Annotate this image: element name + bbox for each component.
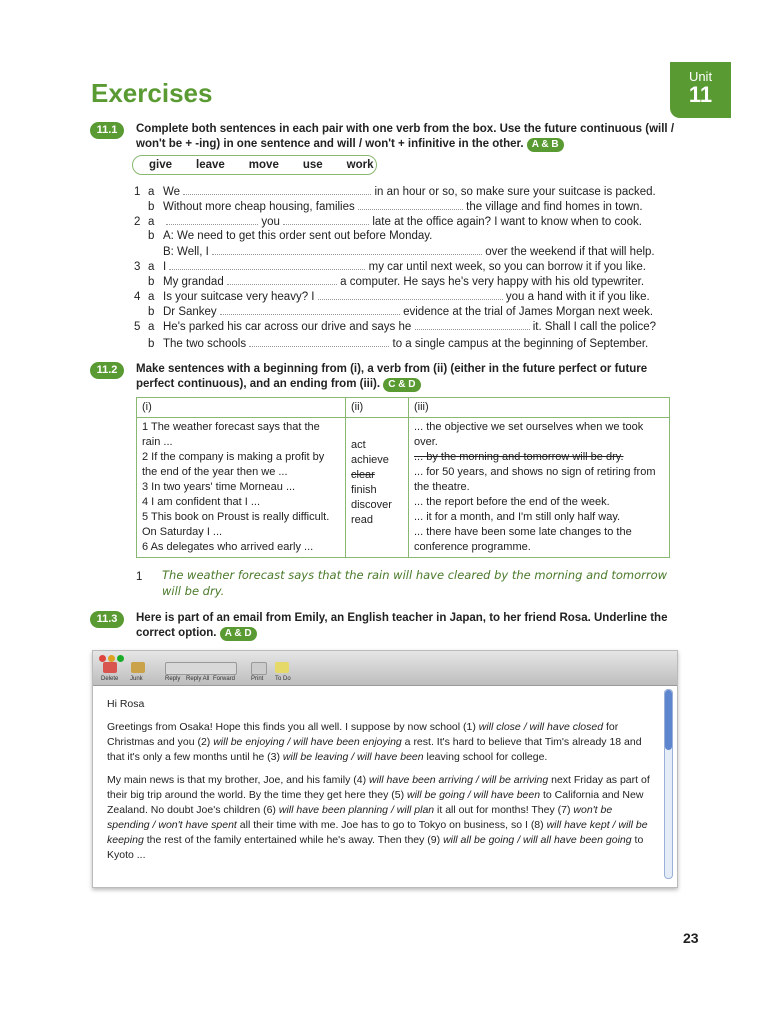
question-item [134, 199, 670, 215]
question-letter: b [148, 306, 155, 318]
question-item [134, 336, 670, 352]
question-text: in an hour or so, so make sure your suitcase is packed. [374, 186, 656, 198]
question-item [134, 274, 670, 290]
table-header-row [137, 398, 670, 418]
question-text: My grandad [163, 276, 224, 288]
answer-blank[interactable] [358, 199, 463, 210]
list-item: 5 This book on Proust is really difficult. On Saturday I ... [142, 511, 330, 538]
option-text[interactable]: won't be spending / won't have spent [107, 804, 613, 831]
question-text: evidence at the trial of James Morgan next week. [403, 306, 654, 318]
answer-blank[interactable] [166, 214, 258, 225]
unit-number: 11 [688, 82, 713, 107]
toolbar-label: Reply [165, 676, 181, 682]
question-number: 4 [134, 291, 141, 303]
question-text: my car until next week, so you can borrow it if you like. [368, 261, 647, 273]
delete-icon[interactable] [103, 662, 117, 673]
list-item: ... for 50 years, and shows no sign of retiring from the theatre. [414, 466, 656, 493]
email-text: Greetings from Osaka! Hope this finds you all well. I suppose by now school (1) [107, 721, 479, 733]
list-item: ... the objective we set ourselves when we took over. [414, 421, 644, 448]
option-text[interactable]: will have been arriving / will be arriving [369, 774, 549, 786]
option-text[interactable]: will have been planning / will plan [278, 804, 435, 816]
question-text: Without more cheap housing, families [163, 201, 355, 213]
question-text: it. Shall I call the police? [532, 321, 657, 333]
list-item: read [351, 514, 374, 526]
table-header: (iii) [409, 398, 670, 418]
question-item [134, 184, 670, 200]
email-text: next Friday as part of their big trip around the world. By the time they get here they (5) [107, 774, 650, 801]
question-letter: b [148, 276, 155, 288]
question-letter: b [148, 201, 155, 213]
list-item: 6 As delegates who arrived early ... [142, 541, 314, 553]
question-text: over the weekend if that will help. [485, 246, 655, 258]
question-text: A: We need to get this order sent out before Monday. [163, 230, 433, 242]
question-item [134, 214, 670, 230]
instr-part: + infinitive in the other. [394, 138, 524, 150]
question-number: 3 [134, 261, 141, 273]
option-text[interactable]: will be leaving / will have been [282, 751, 424, 763]
question-number: 1 [134, 186, 141, 198]
question-text: The two schools [163, 338, 247, 350]
question-item [134, 229, 670, 244]
question-item [134, 304, 670, 320]
email-greeting: Hi Rosa [107, 698, 145, 710]
list-item: finish [351, 484, 377, 496]
toolbar-label: Print [251, 676, 264, 682]
table-row [137, 418, 670, 558]
instr-part: Make sentences with a beginning from (i), a verb from (ii) (either in the future perfect or future perfect continuous), and an ending from (iii). [136, 363, 648, 390]
exercise-badge-11-2: 11.2 [90, 362, 124, 379]
matching-table [136, 397, 670, 558]
instr-bold: will / won't be + -ing [136, 123, 675, 150]
answer-blank[interactable] [169, 259, 365, 270]
question-text: the village and find homes in town. [466, 201, 643, 213]
list-item: 1 The weather forecast says that the rain ... [142, 421, 320, 448]
toolbar-label: To Do [275, 676, 291, 682]
option-text[interactable]: will all be going / will all have been going [443, 834, 632, 846]
list-item: 3 In two years' time Morneau ... [142, 481, 296, 493]
question-text: a computer. He says he's very happy with his old typewriter. [340, 276, 645, 288]
list-item: act [351, 439, 366, 451]
question-letter: a [148, 186, 155, 198]
question-letter: a [148, 216, 155, 228]
page-number: 23 [683, 930, 699, 946]
question-text: B: Well, I [163, 246, 209, 258]
email-body [107, 697, 655, 871]
example-answer: The weather forecast says that the rain will have cleared by the morning and tomorrow will be dry. [162, 568, 668, 598]
email-text: to California and New Zealand. No doubt Joe's children (6) [107, 789, 644, 816]
question-letter: b [148, 338, 155, 350]
toolbar-label: Delete [101, 676, 119, 682]
scrollbar[interactable] [664, 689, 673, 879]
question-text: you a hand with it if you like. [505, 291, 650, 303]
email-paragraph [107, 773, 655, 863]
example-number: 1 [136, 571, 143, 583]
question-item [134, 244, 670, 260]
list-item: ... it for a month, and I'm still only half way. [414, 511, 621, 523]
unit-tab [670, 62, 731, 118]
verb-item: work [346, 159, 374, 171]
verb-box [132, 155, 377, 175]
email-text: all their time with me. Joe has to go to Tokyo on business, so I (8) [236, 819, 547, 831]
reply-buttons-icon[interactable] [165, 662, 237, 675]
question-item [134, 319, 670, 335]
question-letter: a [148, 321, 155, 333]
instr-bold: will / won't [337, 138, 395, 150]
question-number: 2 [134, 216, 141, 228]
question-text: We [163, 186, 181, 198]
question-text: late at the office again? I want to know when to cook. [372, 216, 642, 228]
question-letter: a [148, 291, 155, 303]
answer-blank[interactable] [220, 304, 400, 315]
minimize-window-icon[interactable] [108, 655, 115, 662]
question-text: He's parked his car across our drive and says he [163, 321, 412, 333]
list-item: 2 If the company is making a profit by the end of the year then we ... [142, 451, 325, 478]
list-item: 4 I am confident that I ... [142, 496, 261, 508]
junk-icon[interactable] [131, 662, 145, 673]
exercise-badge-11-1: 11.1 [90, 122, 124, 139]
answer-blank[interactable] [318, 289, 503, 300]
answer-blank[interactable] [249, 336, 389, 347]
email-text: the rest of the family entertained while he's away. Then they (9) [143, 834, 444, 846]
answer-blank[interactable] [415, 319, 530, 330]
grammar-ref-badge: A & D [220, 627, 257, 641]
email-window [92, 650, 678, 888]
instr-part: ) in one sentence and [216, 138, 338, 150]
option-text[interactable]: will close / will have closed [478, 721, 604, 733]
question-letter: a [148, 261, 155, 273]
question-item [134, 289, 670, 305]
grammar-ref-badge: A & B [527, 138, 564, 152]
email-text: to Kyoto ... [107, 834, 644, 861]
list-item: ... there have been some late changes to the conference programme. [414, 526, 632, 553]
question-number: 5 [134, 321, 141, 333]
toolbar-label: Junk [130, 676, 143, 682]
table-header: (i) [137, 398, 346, 418]
email-paragraph [107, 720, 655, 765]
email-text: leaving school for college. [423, 751, 548, 763]
list-item: ... the report before the end of the week. [414, 496, 610, 508]
exercise-badge-11-3: 11.3 [90, 611, 124, 628]
verb-item: move [248, 159, 279, 171]
email-text: for Christmas and you (2) [107, 721, 619, 748]
verb-item: give [149, 159, 173, 171]
instr-part: Here is part of an email from Emily, an English teacher in Japan, to her friend Rosa. Underline the correct option. [136, 612, 668, 639]
email-text: My main news is that my brother, Joe, and his family (4) [107, 774, 370, 786]
grammar-ref-badge: C & D [383, 378, 420, 392]
verb-item: leave [196, 159, 225, 171]
page-title: Exercises [91, 78, 213, 108]
list-item: achieve [351, 454, 389, 466]
answer-blank[interactable] [227, 274, 337, 285]
email-text: a rest. It's hard to believe that Tim's already 18 and that it's only a few months until he (3) [107, 736, 642, 763]
email-toolbar [93, 651, 677, 686]
table-header: (ii) [346, 398, 409, 418]
answer-blank[interactable] [283, 214, 369, 225]
print-icon[interactable] [251, 662, 267, 675]
question-item [134, 259, 670, 275]
unit-label: Unit [688, 69, 713, 84]
option-text[interactable]: will have kept / will be keeping [107, 819, 648, 846]
question-text: Is your suitcase very heavy? I [163, 291, 315, 303]
toolbar-label: Reply All [186, 676, 210, 682]
exercise-11-2-instruction [136, 362, 676, 392]
toolbar-label: Forward [213, 676, 236, 682]
option-text[interactable]: will be enjoying / will have been enjoying [213, 736, 402, 748]
exercise-11-1-instruction [136, 122, 676, 152]
question-text: I [163, 261, 167, 273]
verbs-column [346, 418, 409, 558]
list-item: discover [351, 499, 392, 511]
exercise-11-3-instruction [136, 611, 676, 641]
email-text: it all out for months! They (7) [434, 804, 574, 816]
verb-item: use [302, 159, 323, 171]
answer-blank[interactable] [212, 244, 482, 255]
close-window-icon[interactable] [99, 655, 106, 662]
list-item: clear [351, 469, 375, 481]
answer-blank[interactable] [183, 184, 371, 195]
list-item: ... by the morning and tomorrow will be dry. [414, 451, 624, 463]
scrollbar-thumb[interactable] [665, 690, 672, 750]
instr-part: Complete both sentences in each pair with one verb from the box. Use the future continuous ( [136, 123, 650, 135]
question-text: Dr Sankey [163, 306, 217, 318]
zoom-window-icon[interactable] [117, 655, 124, 662]
endings-column [409, 418, 670, 558]
question-text: to a single campus at the beginning of September. [392, 338, 649, 350]
question-letter: b [148, 230, 155, 242]
question-text: you [261, 216, 280, 228]
beginnings-column [137, 418, 346, 558]
todo-icon[interactable] [275, 662, 289, 673]
option-text[interactable]: will be going / will have been [407, 789, 541, 801]
